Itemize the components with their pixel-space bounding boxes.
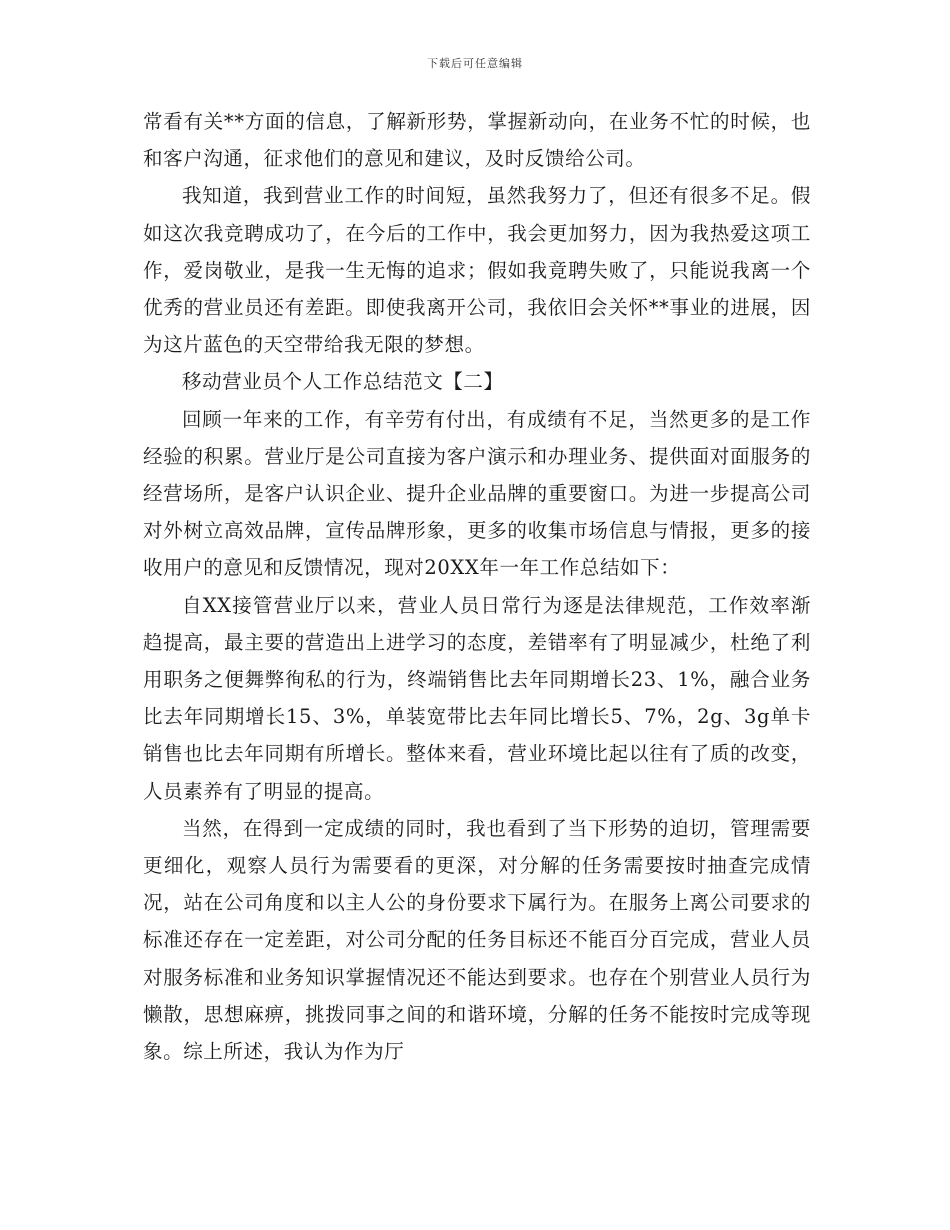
section-heading: 移动营业员个人工作总结范文【二】 [182,370,504,394]
paragraph-1: 常看有关**方面的信息，了解新形势，掌握新动向，在业务不忙的时候，也和客户沟通，征求他们的意见和建议，及时反馈给公司。 [143,110,811,171]
paragraph-3: 回顾一年来的工作，有辛劳有付出，有成绩有不足，当然更多的是工作经验的积累。营业厅是公司直接为客户演示和办理业务、提供面对面服务的经营场所，是客户认识企业、提升企业品牌的重要窗口。为进一步提高公司对外树立高效品牌，宣传品牌形象，更多的收集市场信息与情报，更多的接收用户的意见和反馈情况，现对20XX年一年工作总结如下： [143,407,811,580]
paragraph-4: 自XX接管营业厅以来，营业人员日常行为逐是法律规范，工作效率渐趋提高，最主要的营造出上进学习的态度，差错率有了明显减少，杜绝了利用职务之便舞弊徇私的行为，终端销售比去年同期增长23、1%，融合业务比去年同期增长15、3%，单装宽带比去年同比增长5、7%，2g、3g单卡销售也比去年同期有所增长。整体来看，营业环境比起以往有了质的改变，人员素养有了明显的提高。 [143,593,811,803]
document-body [143,103,811,1070]
page-header: 下载后可任意编辑 [427,57,523,70]
paragraph-2: 我知道，我到营业工作的时间短，虽然我努力了，但还有很多不足。假如这次我竞聘成功了，在今后的工作中，我会更加努力，因为我热爱这项工作，爱岗敬业，是我一生无悔的追求；假如我竟聘失败了，只能说我离一个优秀的营业员还有差距。即使我离开公司，我依旧会关怀**事业的进展，因为这片蓝色的天空带给我无限的梦想。 [143,184,811,357]
paragraph-5: 当然，在得到一定成绩的同时，我也看到了当下形势的迫切，管理需要更细化，观察人员行为需要看的更深，对分解的任务需要按时抽查完成情况，站在公司角度和以主人公的身份要求下属行为。在服务上离公司要求的标准还存在一定差距，对公司分配的任务目标还不能百分百完成，营业人员对服务标准和业务知识掌握情况还不能达到要求。也存在个别营业人员行为懒散，思想麻痹，挑拨同事之间的和谐环境，分解的任务不能按时完成等现象。综上所述，我认为作为厅 [143,816,811,1064]
